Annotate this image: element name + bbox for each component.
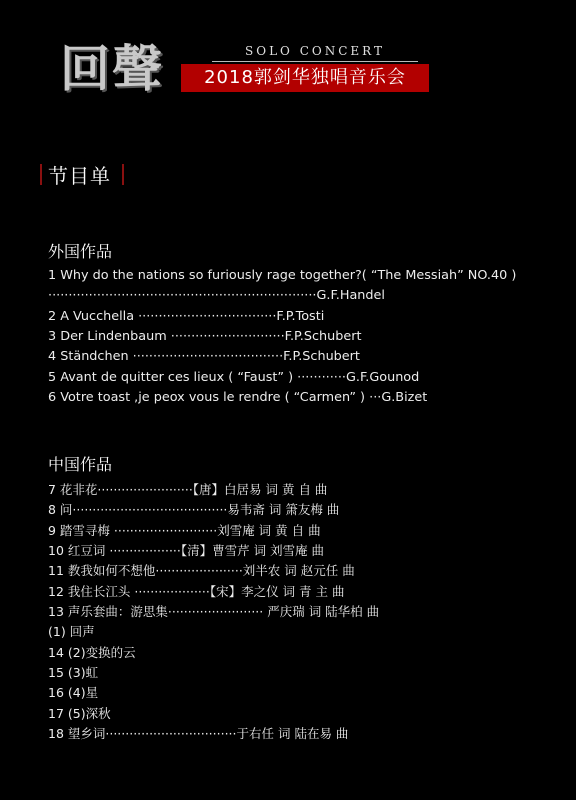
program-line: 6 Votre toast ,je peox vous le rendre ( “Carmen” ) ···G.Bizet bbox=[48, 390, 428, 406]
program-line: (1) 回声 bbox=[48, 624, 95, 640]
program-line: 16 (4)星 bbox=[48, 685, 99, 701]
program-line: 8 问·······································易韦斋 词 箫友梅 曲 bbox=[48, 502, 340, 518]
program-line: 13 声乐套曲：游思集························ 严庆瑞 词 陆华柏 曲 bbox=[48, 604, 380, 620]
program-line: 15 (3)虹 bbox=[48, 665, 99, 681]
program-line: 7 花非花························【唐】白居易 词 黄 自 曲 bbox=[48, 482, 328, 497]
foreign-works-heading: 外国作品 bbox=[48, 242, 113, 261]
program-line: 17 (5)深秋 bbox=[48, 705, 111, 721]
program-line: 11 教我如何不想他······················刘半农 词 赵元任 曲 bbox=[48, 563, 355, 579]
logo: 回聲 bbox=[60, 39, 164, 98]
program-line: 4 Ständchen ·····································F.P.Schubert bbox=[48, 349, 360, 365]
program-line: 5 Avant de quitter ces lieux ( “Faust” ) ············G.F.Gounod bbox=[48, 369, 420, 385]
program-line: 1 Why do the nations so furiously rage together?( “The Messiah” NO.40 ) bbox=[48, 268, 517, 283]
program-line: ··································································G.F.Handel bbox=[48, 288, 385, 304]
foreign-works-list bbox=[48, 266, 516, 408]
program-line: 12 我住长江头 ···················【宋】李之仪 词 青 主 曲 bbox=[48, 583, 345, 599]
title-bracket-right bbox=[122, 164, 124, 185]
title-bracket-left bbox=[40, 164, 42, 185]
program-line: 3 Der Lindenbaum ····························F.P.Schubert bbox=[48, 329, 362, 345]
subtitle-rule bbox=[212, 61, 418, 62]
program-line: 2 A Vucchella ··································F.P.Tosti bbox=[48, 308, 325, 324]
concert-subtitle: SOLO CONCERT bbox=[245, 44, 385, 58]
program-line: 14 (2)变换的云 bbox=[48, 644, 136, 660]
chinese-works-list bbox=[48, 480, 379, 744]
program-line: 9 踏雪寻梅 ··························刘雪庵 词 黄 自 曲 bbox=[48, 522, 321, 538]
chinese-works-heading: 中国作品 bbox=[48, 455, 113, 474]
program-line: 10 红豆词 ··················【清】曹雪芹 词 刘雪庵 曲 bbox=[48, 543, 325, 559]
program-line: 18 望乡词·································于右任 词 陆在易 曲 bbox=[48, 726, 349, 742]
concert-title-banner: 2018郭剑华独唱音乐会 bbox=[181, 64, 429, 92]
program-title: 节目单 bbox=[48, 164, 111, 188]
